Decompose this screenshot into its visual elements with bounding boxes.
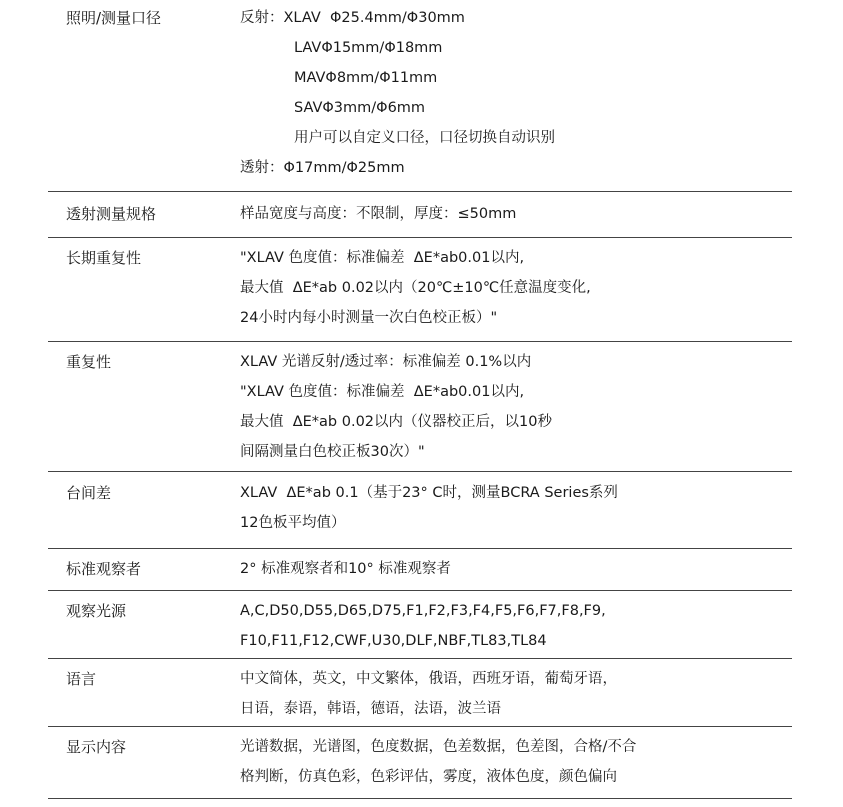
table-row	[48, 238, 792, 342]
row-value	[240, 243, 792, 341]
value-line: 12色板平均值）	[240, 515, 346, 531]
value-line: F10,F11,F12,CWF,U30,DLF,NBF,TL83,TL84	[240, 633, 547, 649]
value-line: SAVΦ3mm/Φ6mm	[294, 100, 426, 116]
value-line: LAVΦ15mm/Φ18mm	[294, 40, 443, 56]
spec-table	[48, 0, 792, 799]
value-line: "XLAV 色度值：标准偏差 ΔE*ab0.01以内,	[240, 384, 525, 400]
table-row	[48, 472, 792, 549]
row-label: 透射测量规格	[66, 205, 157, 223]
row-value	[240, 554, 792, 590]
table-row	[48, 727, 792, 799]
value-line: 反射：XLAV Φ25.4mm/Φ30mm	[240, 10, 465, 26]
row-label: 显示内容	[66, 738, 127, 756]
value-line: 最大值 ΔE*ab 0.02以内（20℃±10℃任意温度变化,	[240, 280, 591, 296]
table-row	[48, 659, 792, 727]
table-row	[48, 342, 792, 472]
row-label: 观察光源	[66, 602, 127, 620]
table-row	[48, 0, 792, 192]
row-value	[240, 596, 792, 658]
table-row	[48, 591, 792, 659]
value-line: A,C,D50,D55,D65,D75,F1,F2,F3,F4,F5,F6,F7,F8,F9,	[240, 603, 606, 619]
value-line: 样品宽度与高度：不限制，厚度：≤50mm	[240, 206, 517, 222]
value-line: XLAV ΔE*ab 0.1（基于23° C时，测量BCRA Series系列	[240, 485, 618, 501]
value-line: 中文简体，英文，中文繁体，俄语，西班牙语，葡萄牙语，	[240, 671, 617, 687]
row-value	[240, 347, 792, 471]
value-line: 用户可以自定义口径，口径切换自动识别	[294, 130, 555, 146]
row-value	[240, 732, 792, 798]
value-line: "XLAV 色度值：标准偏差 ΔE*ab0.01以内,	[240, 250, 525, 266]
value-line: 最大值 ΔE*ab 0.02以内（仪器校正后，以10秒	[240, 414, 552, 430]
value-line: 光谱数据，光谱图，色度数据，色差数据，色差图，合格/不合	[240, 739, 637, 755]
table-row	[48, 192, 792, 238]
row-value	[240, 199, 792, 237]
value-line: 透射：Φ17mm/Φ25mm	[240, 160, 405, 176]
row-label: 台间差	[66, 484, 112, 502]
value-line: MAVΦ8mm/Φ11mm	[294, 70, 438, 86]
row-value	[240, 478, 792, 548]
table-row	[48, 549, 792, 591]
value-line: 2° 标准观察者和10° 标准观察者	[240, 561, 451, 577]
row-label: 重复性	[66, 353, 112, 371]
value-line: 间隔测量白色校正板30次）"	[240, 444, 425, 460]
row-label: 长期重复性	[66, 249, 142, 267]
row-label: 标准观察者	[66, 560, 142, 578]
value-line: 格判断，仿真色彩，色彩评估，雾度，液体色度，颜色偏向	[240, 769, 617, 785]
row-value	[240, 664, 792, 726]
value-line: 24小时内每小时测量一次白色校正板）"	[240, 310, 498, 326]
row-value	[240, 3, 792, 191]
row-label: 语言	[66, 670, 97, 688]
row-label: 照明/测量口径	[66, 9, 162, 27]
value-line: XLAV 光谱反射/透过率：标准偏差 0.1%以内	[240, 354, 532, 370]
value-line: 日语，泰语，韩语，德语，法语，波兰语	[240, 701, 501, 717]
